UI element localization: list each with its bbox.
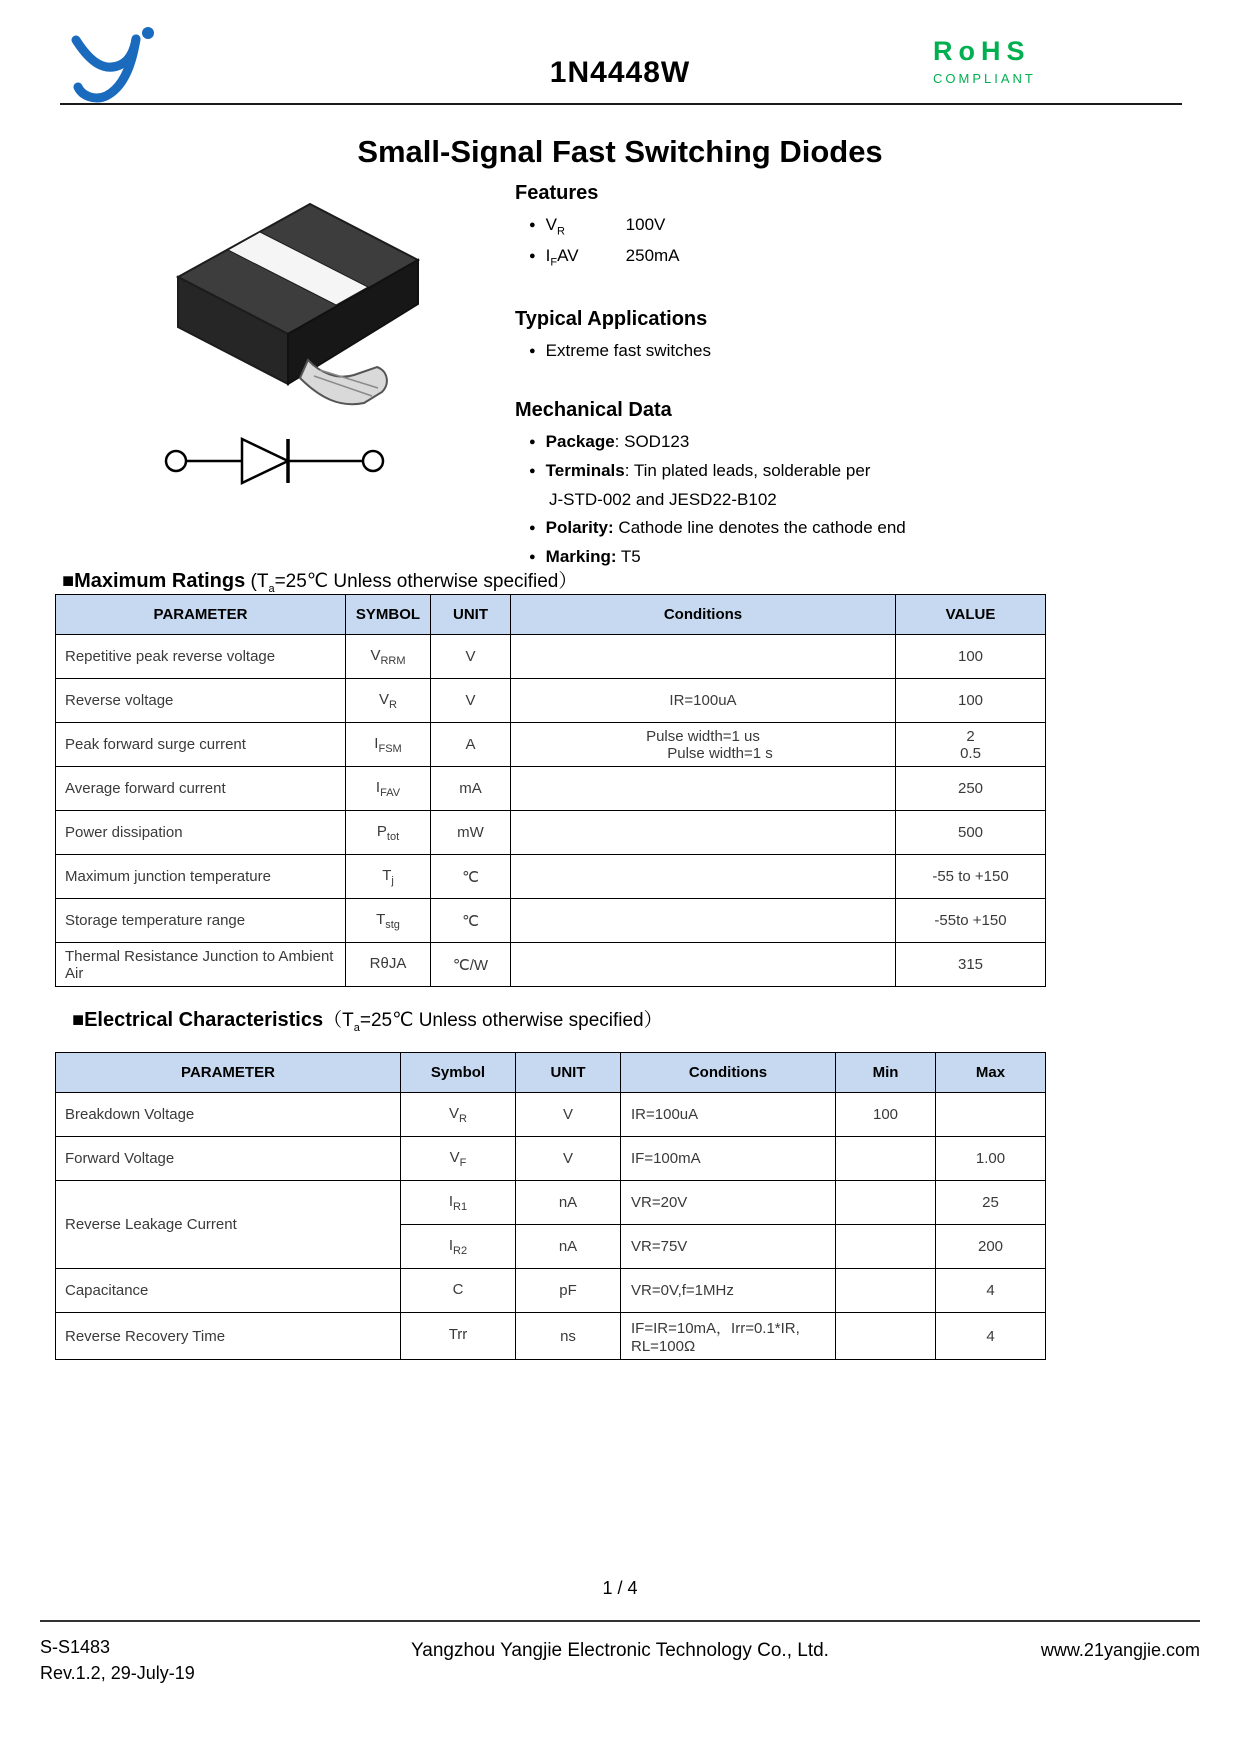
col-symbol: Symbol [401,1053,516,1093]
application-item: ● Extreme fast switches [529,339,1155,364]
cell-unit: ℃ [431,899,511,943]
cell-unit: mW [431,811,511,855]
cell-parameter: Repetitive peak reverse voltage [56,635,346,679]
cell-unit: A [431,723,511,767]
col-value: VALUE [896,595,1046,635]
table-row [56,943,1046,987]
feature-label: ● $V_R$ [545,215,565,238]
cell-value: 100 [896,679,1046,723]
table-row [56,899,1046,943]
table-row [56,1181,1046,1225]
cell-parameter: Reverse voltage [56,679,346,723]
cell-symbol: RθJA [346,943,431,987]
cell-value: 315 [896,943,1046,987]
cell-conditions: VR=20V [621,1181,836,1225]
cell-unit: V [431,679,511,723]
table-row [56,1093,1046,1137]
mechanical-item: ● Marking: T5 [529,545,1155,570]
mechanical-item: ● Terminals: Tin plated leads, solderable per [529,459,1155,484]
cell-unit: ℃/W [431,943,511,987]
cell-symbol: Trr [401,1313,516,1360]
cell-symbol: $V_F$ [401,1137,516,1181]
cell-symbol: $V_{RRM}$ [346,635,431,679]
feature-value: 250mA [625,246,680,266]
cell-symbol: $V_R$ [346,679,431,723]
cell-symbol: $I_{FAV}$ [346,767,431,811]
cell-min [836,1181,936,1225]
cell-unit: mA [431,767,511,811]
cell-parameter: Peak forward surge current [56,723,346,767]
typical-applications-heading: Typical Applications [515,307,708,330]
cell-conditions: VR=75V [621,1225,836,1269]
cell-unit: V [516,1093,621,1137]
table-row [56,855,1046,899]
cell-conditions: IF=100mA [621,1137,836,1181]
cell-conditions [511,855,896,899]
cell-conditions: IF=IR=10mA，Irr=0.1*IR, RL=100Ω [621,1313,836,1360]
mechanical-item-continuation: J-STD-002 and JESD22-B102 [549,489,777,509]
package-3d-image [148,182,433,420]
rohs-compliant-label: COMPLIANT [933,71,1036,86]
cell-symbol: $I_{R1}$ [401,1181,516,1225]
cell-parameter: Thermal Resistance Junction to Ambient Air [56,943,346,987]
cell-unit: pF [516,1269,621,1313]
cell-min [836,1313,936,1360]
table-row [56,1269,1046,1313]
rohs-label: RoHS [933,36,1031,66]
diode-symbol-image [162,428,407,494]
cell-conditions [511,635,896,679]
max-ratings-table [55,594,1046,987]
cell-parameter: Reverse Leakage Current [56,1181,401,1269]
electrical-characteristics-table [55,1052,1046,1360]
table-row [56,679,1046,723]
table-header-row [56,1053,1046,1093]
col-max: Max [936,1053,1046,1093]
cell-symbol: $T_{stg}$ [346,899,431,943]
doc-revision: Rev.1.2, 29-July-19 [40,1663,195,1684]
cell-min [836,1137,936,1181]
cell-max [936,1093,1046,1137]
col-min: Min [836,1053,936,1093]
cell-parameter: Reverse Recovery Time [56,1313,401,1360]
rohs-badge [933,36,1133,86]
cell-value: 2 0.5 [896,723,1046,767]
electrical-characteristics-heading: ■Electrical $Characteristics(T_a=25℃$ Unless otherwise specified） [72,1009,663,1034]
page-number: 1 / 4 [602,1578,638,1598]
feature-label: ● $I_FAV$ [545,246,579,269]
cell-min [836,1269,936,1313]
cell-value: -55to +150 [896,899,1046,943]
cell-parameter: Capacitance [56,1269,401,1313]
doc-code: S-S1483 [40,1637,111,1657]
cell-symbol: $T_j$ [346,855,431,899]
cell-unit: nA [516,1225,621,1269]
mechanical-data-heading: Mechanical Data [515,399,672,422]
footer-company-name: Yangzhou Yangjie Electronic Technology Co., Ltd. [411,1640,829,1661]
cell-unit: nA [516,1181,621,1225]
cell-parameter: Power dissipation [56,811,346,855]
feature-value: 100V [625,215,666,234]
cell-min [836,1225,936,1269]
cell-symbol: $I_{FSM}$ [346,723,431,767]
feature-item [529,213,1155,240]
cell-conditions: IR=100uA [621,1093,836,1137]
col-parameter: PARAMETER [56,595,346,635]
part-number-title: 1N4448W [549,56,691,89]
cell-conditions [511,943,896,987]
table-header-row [56,595,1046,635]
cell-conditions [511,899,896,943]
footer-divider [40,1620,1200,1622]
table-row [56,811,1046,855]
table-row [56,635,1046,679]
cell-conditions: VR=0V,f=1MHz [621,1269,836,1313]
cell-max: 1.00 [936,1137,1046,1181]
page-title: Small-Signal Fast Switching Diodes [357,134,883,169]
cell-value: 100 [896,635,1046,679]
header-divider [60,103,1182,105]
spec-summary-column [515,182,1155,574]
cell-max: 200 [936,1225,1046,1269]
cell-value: 250 [896,767,1046,811]
cell-max: 4 [936,1313,1046,1360]
table-row [56,1137,1046,1181]
table-row [56,767,1046,811]
mechanical-item: ● Polarity: Cathode line denotes the cathode end [529,516,1155,541]
cell-max: 4 [936,1269,1046,1313]
footer-website: www.21yangjie.com [1040,1640,1200,1660]
col-conditions: Conditions [621,1053,836,1093]
col-conditions: Conditions [511,595,896,635]
max-ratings-heading: ■Maximum Ratings ($T_a=25℃$ Unless otherwise specified） [62,570,578,595]
cell-symbol: $P_{tot}$ [346,811,431,855]
col-parameter: PARAMETER [56,1053,401,1093]
cell-value: 500 [896,811,1046,855]
cell-conditions [511,767,896,811]
cell-max: 25 [936,1181,1046,1225]
feature-item [529,244,1155,271]
table-row [56,1313,1046,1360]
cell-conditions: IR=100uA [511,679,896,723]
cell-parameter: Average forward current [56,767,346,811]
cell-unit: ℃ [431,855,511,899]
cell-parameter: Forward Voltage [56,1137,401,1181]
col-unit: UNIT [431,595,511,635]
cell-min: 100 [836,1093,936,1137]
table-row [56,723,1046,767]
cell-unit: ns [516,1313,621,1360]
cell-value: -55 to +150 [896,855,1046,899]
cell-conditions [511,811,896,855]
col-symbol: SYMBOL [346,595,431,635]
cell-symbol: $I_{R2}$ [401,1225,516,1269]
col-unit: UNIT [516,1053,621,1093]
cell-unit: V [431,635,511,679]
cell-unit: V [516,1137,621,1181]
mechanical-item: ● Package: SOD123 [529,430,1155,455]
cell-conditions: Pulse width=1 us Pulse width=1 s [511,723,896,767]
cell-parameter: Maximum junction temperature [56,855,346,899]
cell-parameter: Breakdown Voltage [56,1093,401,1137]
features-heading: Features [515,182,599,204]
cell-parameter: Storage temperature range [56,899,346,943]
cell-symbol: $V_R$ [401,1093,516,1137]
cell-symbol: C [401,1269,516,1313]
